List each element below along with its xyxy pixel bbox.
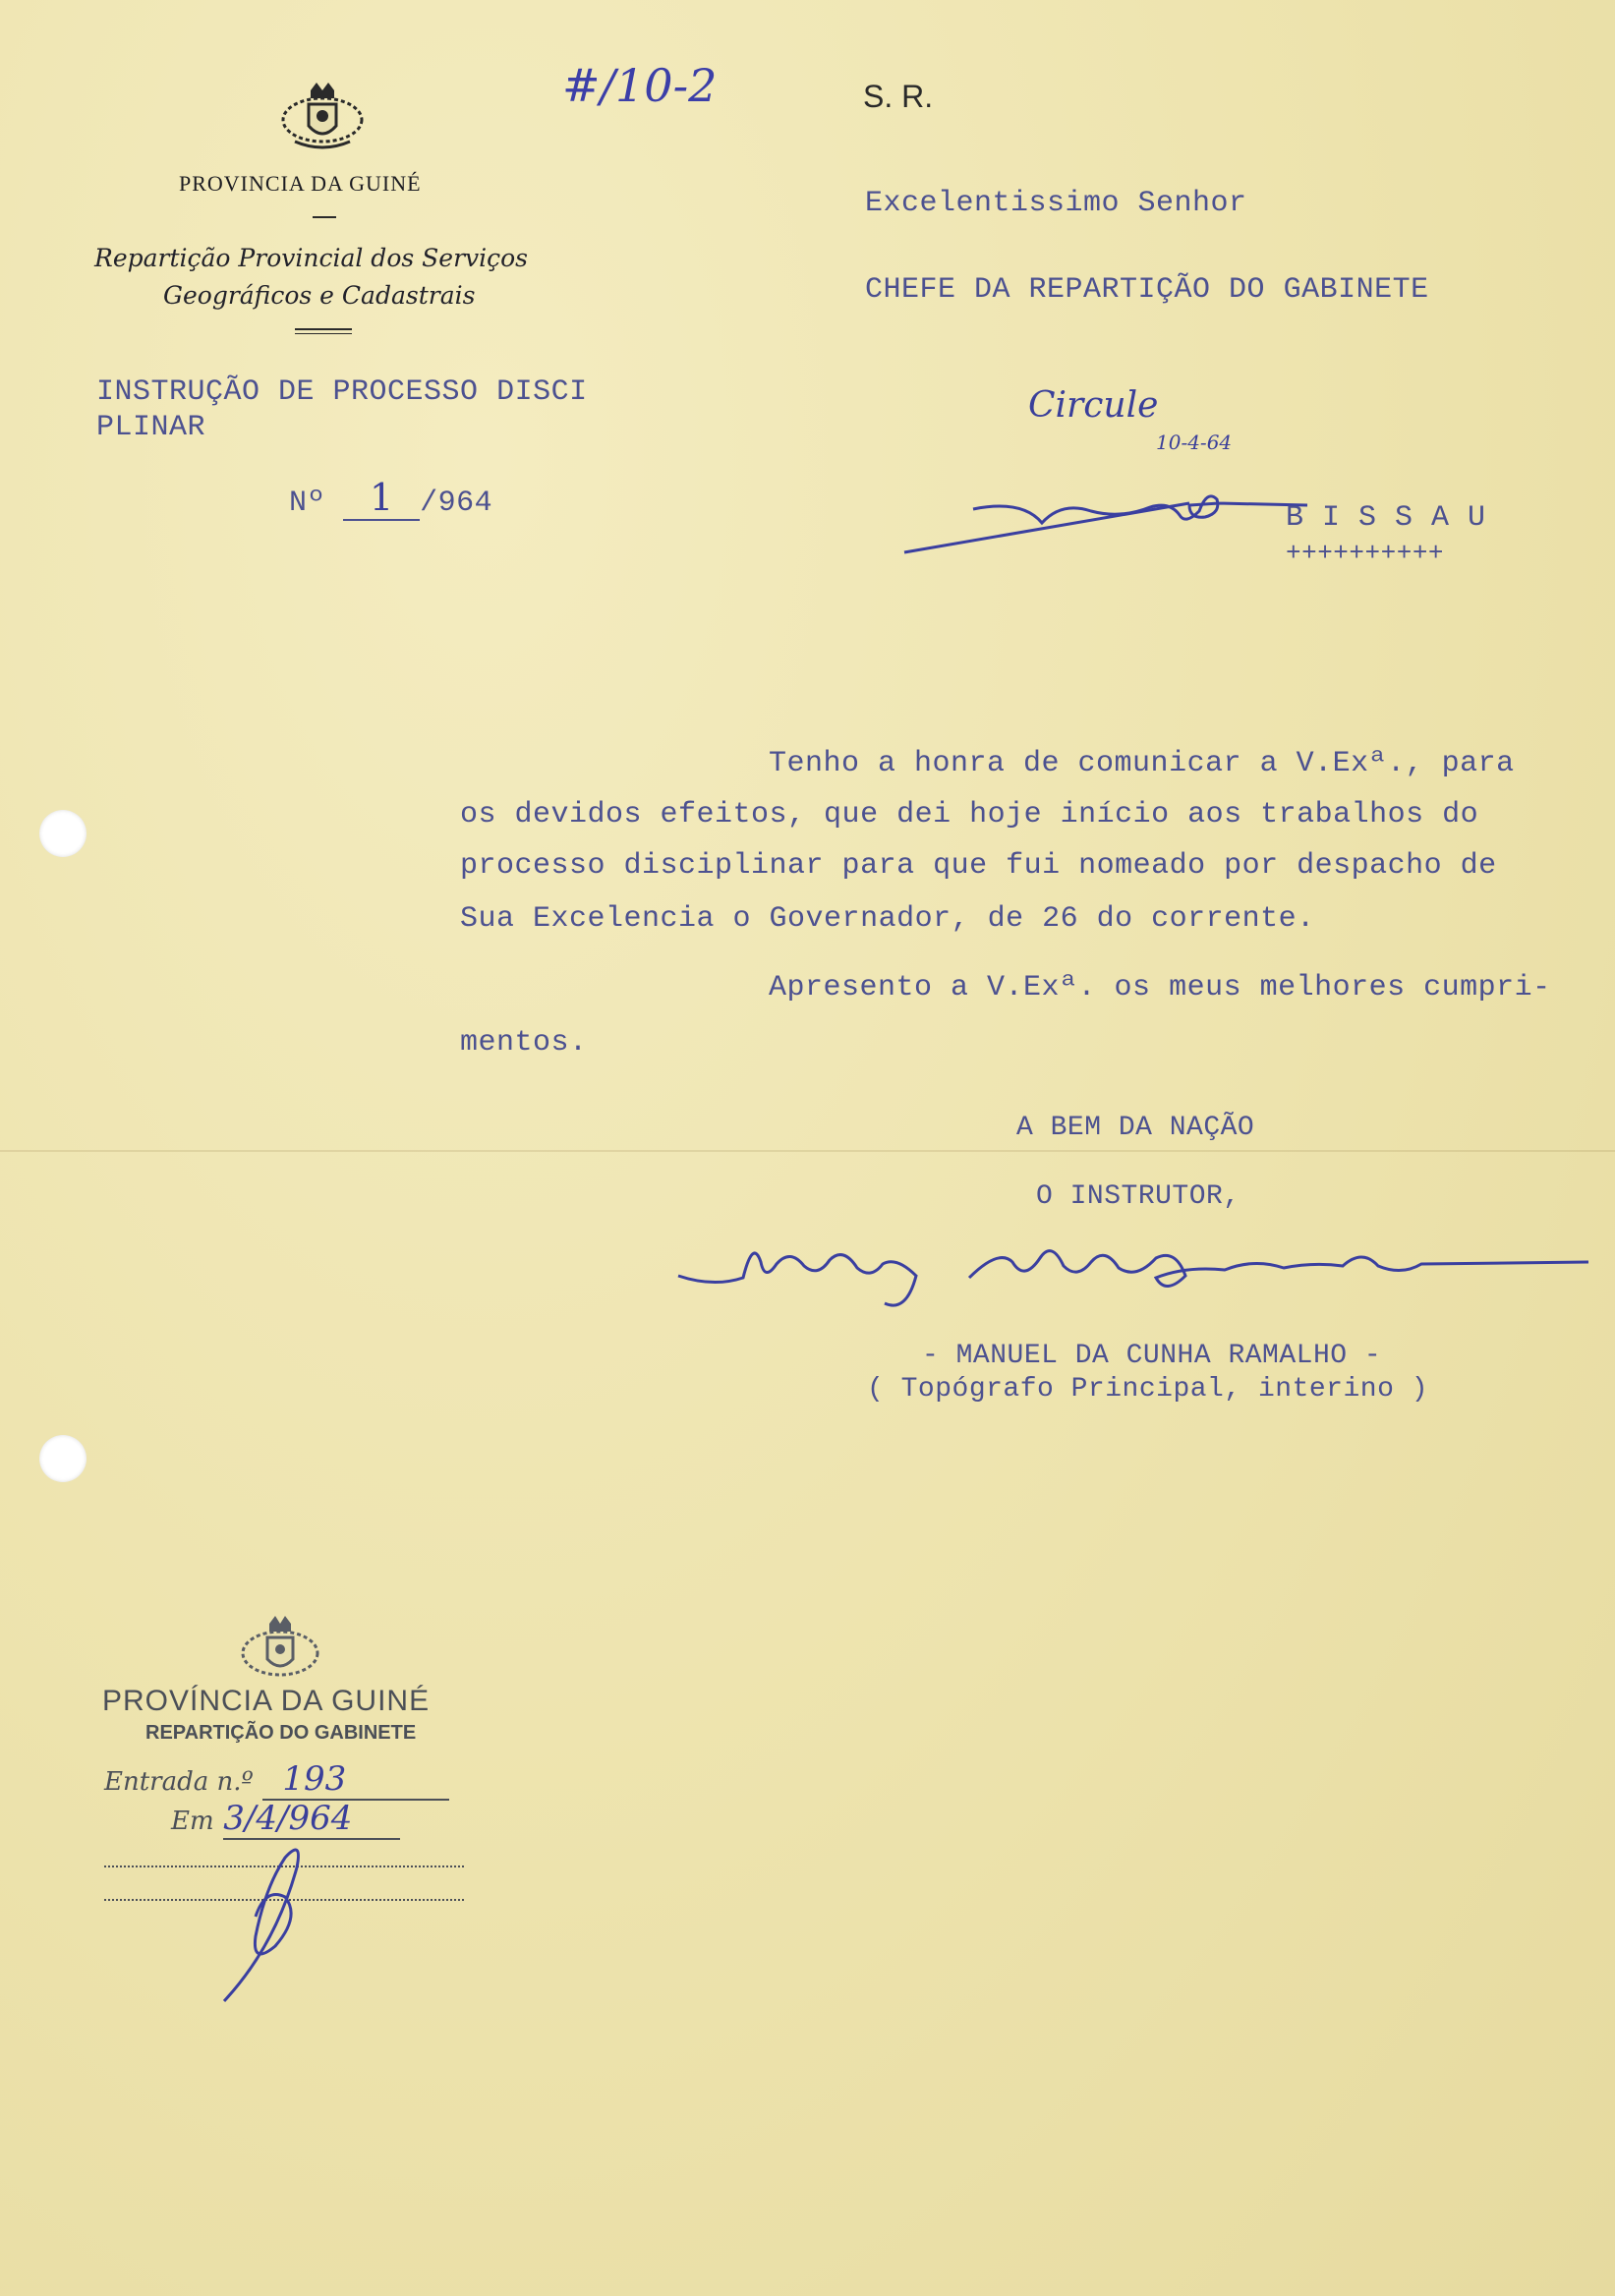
annotation-initials-signature bbox=[894, 462, 1327, 560]
number-prefix: Nº bbox=[289, 487, 326, 520]
body-paragraph2-line1: Apresento a V.Exª. os meus melhores cumpri- bbox=[769, 971, 1551, 1004]
coat-of-arms-emblem bbox=[275, 77, 370, 155]
addressee-city: B I S S A U bbox=[1286, 501, 1486, 535]
stamp-province: PROVÍNCIA DA GUINÉ bbox=[102, 1685, 431, 1717]
letterhead-department-line2: Geográficos e Cadastrais bbox=[163, 281, 476, 310]
addressee-salutation: Excelentissimo Senhor bbox=[865, 187, 1247, 220]
punch-hole-upper bbox=[39, 810, 87, 857]
body-paragraph1-line1: Tenho a honra de comunicar a V.Exª., para bbox=[769, 747, 1515, 780]
stamp-entry-label: Entrada n.º bbox=[104, 1767, 254, 1797]
paper-fold-top bbox=[0, 1150, 1615, 1152]
closing-role: O INSTRUTOR, bbox=[1036, 1181, 1240, 1212]
body-paragraph1-line4: Sua Excelencia o Governador, de 26 do corrente. bbox=[460, 902, 1315, 936]
letterhead-dash bbox=[313, 216, 336, 218]
closing-motto: A BEM DA NAÇÃO bbox=[1016, 1113, 1255, 1143]
stamp-date-value: 3/4/964 bbox=[223, 1799, 400, 1840]
closing-position: ( Topógrafo Principal, interino ) bbox=[867, 1374, 1428, 1405]
punch-hole-lower bbox=[39, 1435, 87, 1482]
annotation-circule: Circule bbox=[1028, 385, 1159, 426]
stamp-entry-row bbox=[104, 1759, 449, 1801]
stamp-coat-of-arms bbox=[236, 1612, 324, 1689]
body-paragraph2-line2: mentos. bbox=[460, 1026, 588, 1060]
stamp-entry-value: 193 bbox=[262, 1759, 449, 1801]
stamp-office: REPARTIÇÃO DO GABINETE bbox=[145, 1722, 417, 1744]
addressee-title: CHEFE DA REPARTIÇÃO DO GABINETE bbox=[865, 273, 1429, 307]
subject-line1: INSTRUÇÃO DE PROCESSO DISCI bbox=[96, 375, 588, 409]
addressee-city-underline: ++++++++++ bbox=[1286, 539, 1445, 568]
number-value: 1 bbox=[343, 476, 420, 521]
stamp-date-label: Em bbox=[171, 1807, 214, 1836]
reference-mark: #/10-2 bbox=[562, 59, 718, 112]
number-suffix: /964 bbox=[420, 487, 493, 520]
letterhead-province: PROVINCIA DA GUINÉ bbox=[179, 171, 422, 196]
subject-line2: PLINAR bbox=[96, 411, 206, 444]
annotation-date: 10-4-64 bbox=[1156, 430, 1233, 454]
stamp-initials bbox=[216, 1828, 324, 2005]
closing-name: - MANUEL DA CUNHA RAMALHO - bbox=[922, 1341, 1382, 1371]
sr-mark: S. R. bbox=[863, 79, 934, 114]
letterhead-department-line1: Repartição Provincial dos Serviços bbox=[94, 244, 529, 272]
instructor-signature bbox=[674, 1219, 1598, 1317]
body-paragraph1-line2: os devidos efeitos, que dei hoje início aos trabalhos do bbox=[460, 798, 1479, 832]
subject-number bbox=[289, 476, 492, 521]
body-paragraph1-line3: processo disciplinar para que fui nomeado por despacho de bbox=[460, 849, 1497, 883]
letterhead-divider bbox=[295, 328, 352, 334]
